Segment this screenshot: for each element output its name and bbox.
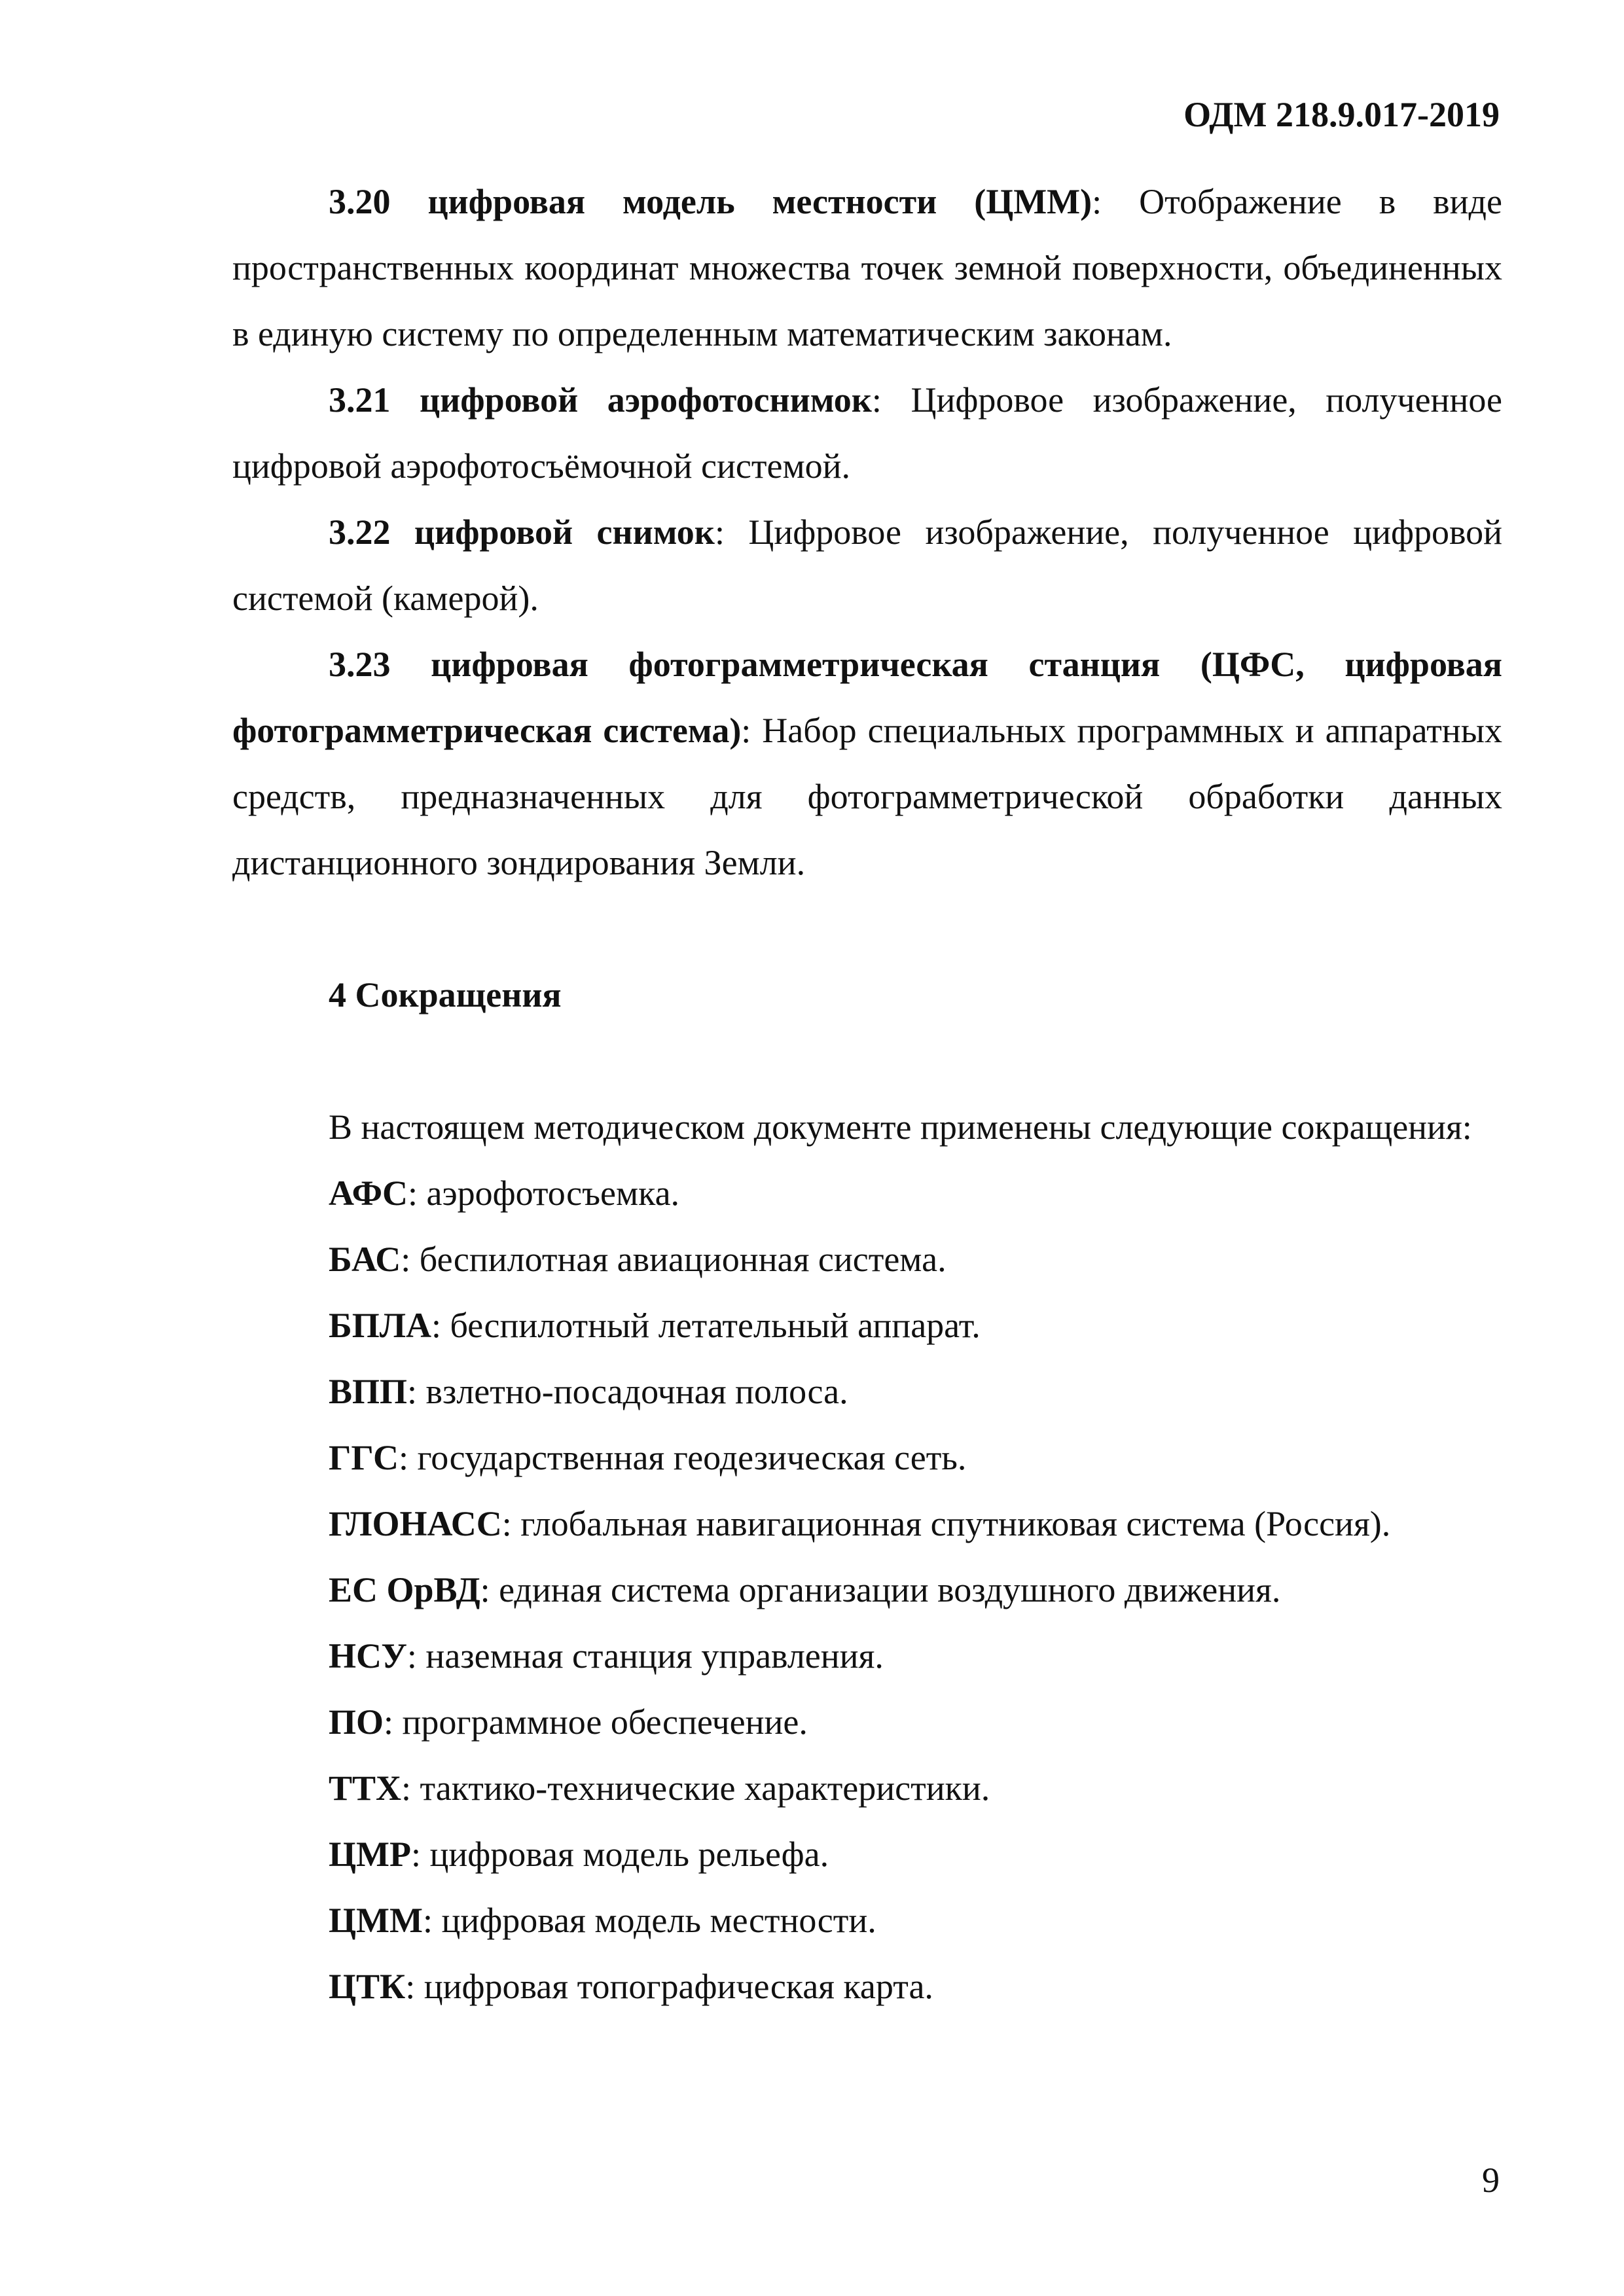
abbreviation-meaning: : цифровая топографическая карта. xyxy=(405,1967,933,2006)
abbreviation-item xyxy=(232,1755,1502,1821)
abbreviation-term: БАС xyxy=(329,1240,401,1279)
abbreviation-item xyxy=(232,1821,1502,1888)
abbreviation-item xyxy=(232,1160,1502,1227)
abbreviation-term: ТТХ xyxy=(329,1768,402,1808)
abbreviation-meaning: : беспилотная авиационная система. xyxy=(401,1240,947,1279)
abbreviation-meaning: : программное обеспечение. xyxy=(384,1702,808,1742)
abbreviation-item xyxy=(232,1491,1502,1557)
term-separator: : xyxy=(714,512,725,552)
abbreviation-term: ЦММ xyxy=(329,1901,423,1940)
term-definition: Цифровое изображение, полученное цифровой аэрофотосъёмочной системой. xyxy=(232,380,1502,486)
term-separator: : xyxy=(741,711,751,750)
term-name: 3.20 цифровая модель местности (ЦММ) xyxy=(329,182,1092,221)
abbreviation-term: ЦМР xyxy=(329,1835,411,1874)
abbreviation-item xyxy=(232,1227,1502,1293)
term-3-21 xyxy=(232,367,1502,499)
document-body xyxy=(232,169,1502,2020)
term-3-20 xyxy=(232,169,1502,367)
abbreviation-meaning: : единая система организации воздушного движения. xyxy=(480,1570,1281,1609)
abbreviation-term: ЦТК xyxy=(329,1967,406,2006)
abbreviation-item xyxy=(232,1557,1502,1623)
abbreviation-term: ПО xyxy=(329,1702,384,1742)
abbreviation-item xyxy=(232,1888,1502,1954)
abbreviation-meaning: : наземная станция управления. xyxy=(406,1636,884,1676)
abbreviation-item xyxy=(232,1425,1502,1491)
abbreviation-meaning: : цифровая модель рельефа. xyxy=(410,1835,829,1874)
abbreviation-meaning: : аэрофотосъемка. xyxy=(407,1174,680,1213)
abbreviation-list xyxy=(232,1160,1502,2020)
term-3-23 xyxy=(232,632,1502,896)
spacer xyxy=(232,1028,1502,1094)
term-3-22 xyxy=(232,499,1502,632)
abbreviation-meaning: : тактико-технические характеристики. xyxy=(401,1768,990,1808)
term-definition: Отображение в виде пространственных координат множества точек земной поверхности, объединенных в единую систему по определенным математическим законам. xyxy=(232,182,1502,353)
abbreviation-term: ГГС xyxy=(329,1438,399,1477)
abbreviation-term: ВПП xyxy=(329,1372,408,1411)
abbreviation-term: АФС xyxy=(329,1174,408,1213)
abbreviation-meaning: : цифровая модель местности. xyxy=(422,1901,876,1940)
term-definition: Набор специальных программных и аппаратных средств, предназначенных для фотограмметрической обработки данных дистанционного зондирования Земли. xyxy=(232,711,1502,882)
abbreviation-item xyxy=(232,1623,1502,1689)
abbreviation-item xyxy=(232,1359,1502,1425)
abbreviation-item xyxy=(232,1954,1502,2020)
term-name: 3.22 цифровой снимок xyxy=(329,512,715,552)
spacer xyxy=(232,896,1502,962)
abbreviation-term: ЕС ОрВД xyxy=(329,1570,480,1609)
abbreviation-term: БПЛА xyxy=(329,1306,431,1345)
abbreviation-item xyxy=(232,1293,1502,1359)
abbreviation-term: ГЛОНАСС xyxy=(329,1504,502,1543)
term-name: 3.21 цифровой аэрофотоснимок xyxy=(329,380,872,420)
abbreviation-meaning: : взлетно-посадочная полоса. xyxy=(407,1372,848,1411)
document-code: ОДМ 218.9.017-2019 xyxy=(1183,95,1500,134)
term-separator: : xyxy=(871,380,882,420)
abbreviation-item xyxy=(232,1689,1502,1755)
term-separator: : xyxy=(1092,182,1102,221)
section-intro: В настоящем методическом документе применены следующие сокращения: xyxy=(329,1107,1472,1147)
term-name: 3.23 цифровая фотограмметрическая станция (ЦФС, цифровая фотограмметрическая система) xyxy=(232,645,1502,750)
abbreviation-meaning: : глобальная навигационная спутниковая система (Россия). xyxy=(501,1504,1391,1543)
abbreviation-term: НСУ xyxy=(329,1636,407,1676)
abbreviation-meaning: : беспилотный летательный аппарат. xyxy=(431,1306,981,1345)
abbreviation-meaning: : государственная геодезическая сеть. xyxy=(399,1438,967,1477)
page-number: 9 xyxy=(1482,2161,1500,2200)
term-definition: Цифровое изображение, полученное цифровой системой (камерой). xyxy=(232,512,1503,618)
section-heading: 4 Сокращения xyxy=(329,975,562,1014)
